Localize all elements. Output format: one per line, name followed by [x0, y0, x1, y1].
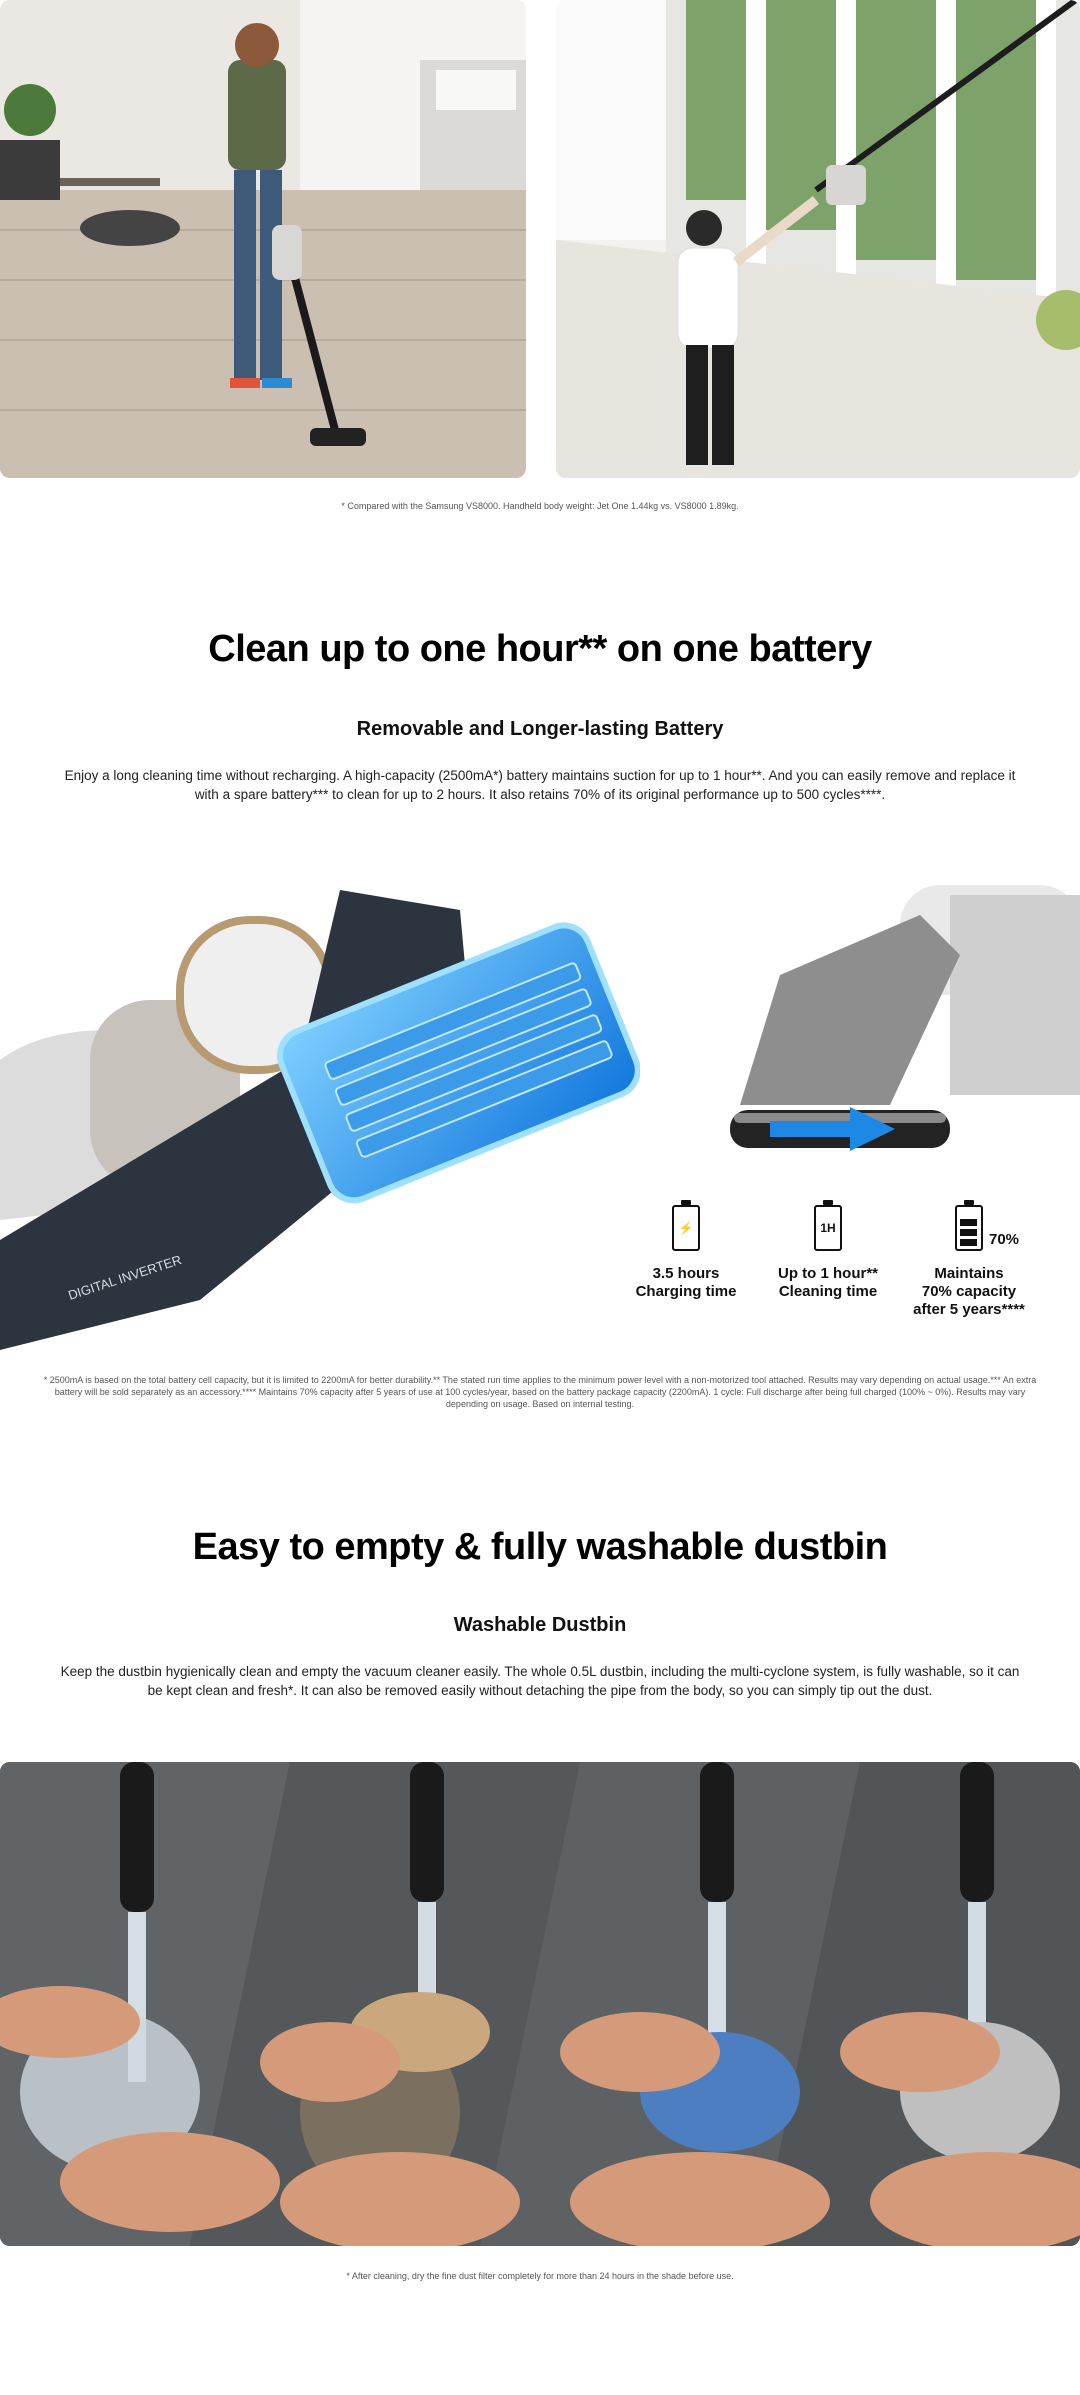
stat-cleaning-time — [758, 1205, 898, 1301]
woman-cleaning-window-photo — [556, 0, 1080, 478]
stat-charging-time — [616, 1205, 756, 1301]
battery-body-text: Enjoy a long cleaning time without recharging. A high-capacity (2500mA*) battery maintains suction for up to 1 hour**. And you can easily remove and replace it with a spare battery*** to clean for up to 2 hours. It also retains 70% of its original performance up to 500 cycles****. — [64, 768, 1016, 802]
stat-capacity-line2: 70% capacity — [921, 1283, 1017, 1300]
stat-battery-capacity — [899, 1205, 1039, 1319]
stat-cleaning-line1: Up to 1 hour** — [778, 1265, 878, 1282]
washing-dustbin-photo — [0, 1762, 1080, 2246]
battery-charging-icon: ⚡ — [672, 1205, 700, 1251]
dustbin-body-text: Keep the dustbin hygienically clean and empty the vacuum cleaner easily. The whole 0.5L dustbin, including the multi-cyclone system, is fully washable, so it can be kept clean and fresh*. It can also be removed easily without detaching the pipe from the body, so you can simply tip out the dust. — [60, 1664, 1020, 1698]
battery-one-hour-icon: 1H — [814, 1205, 842, 1251]
stat-charging-line1: 3.5 hours — [652, 1265, 720, 1282]
dustbin-headline: Easy to empty & fully washable dustbin — [192, 1526, 888, 1568]
vacuum-battery-render — [0, 880, 640, 1350]
stat-capacity-line1: Maintains — [934, 1265, 1004, 1282]
dustbin-subheading: Washable Dustbin — [453, 1614, 627, 1636]
vacuum-side-render — [720, 875, 1080, 1175]
stat-cleaning-line2: Cleaning time — [778, 1283, 878, 1300]
battery-capacity-percent: 70% — [989, 1231, 1020, 1248]
battery-headline: Clean up to one hour** on one battery — [208, 628, 872, 670]
arrow-shaft — [770, 1121, 850, 1137]
battery-capacity-icon — [955, 1205, 983, 1251]
dustbin-footnote: * After cleaning, dry the fine dust filter completely for more than 24 hours in the shade before use. — [346, 2271, 734, 2281]
stat-capacity-line3: after 5 years**** — [913, 1301, 1025, 1318]
battery-subheading: Removable and Longer-lasting Battery — [356, 718, 724, 740]
battery-footnote: * 2500mA is based on the total battery cell capacity, but it is limited to 2200mA for better durability.** The stated run time applies to the minimum power level with a non-motorized tool attached. Results may vary depending on actual usage.*** An extra battery will be sold separately as an accessory.**** Maintains 70% capacity after 5 years of use at 100 cycles/year, based on the battery package capacity (2200mA). 1 cycle: Full discharge after being full charged (100% ~ 0%). Results may vary depending on usage. Based on internal testing. — [43, 1375, 1037, 1409]
stat-charging-line2: Charging time — [635, 1283, 737, 1300]
digital-inverter-label: DIGITAL INVERTER — [66, 1252, 184, 1303]
boy-vacuuming-photo — [0, 0, 526, 478]
footnote-weight: * Compared with the Samsung VS8000. Handheld body weight: Jet One 1.44kg vs. VS8000 1.89kg. — [341, 501, 739, 511]
